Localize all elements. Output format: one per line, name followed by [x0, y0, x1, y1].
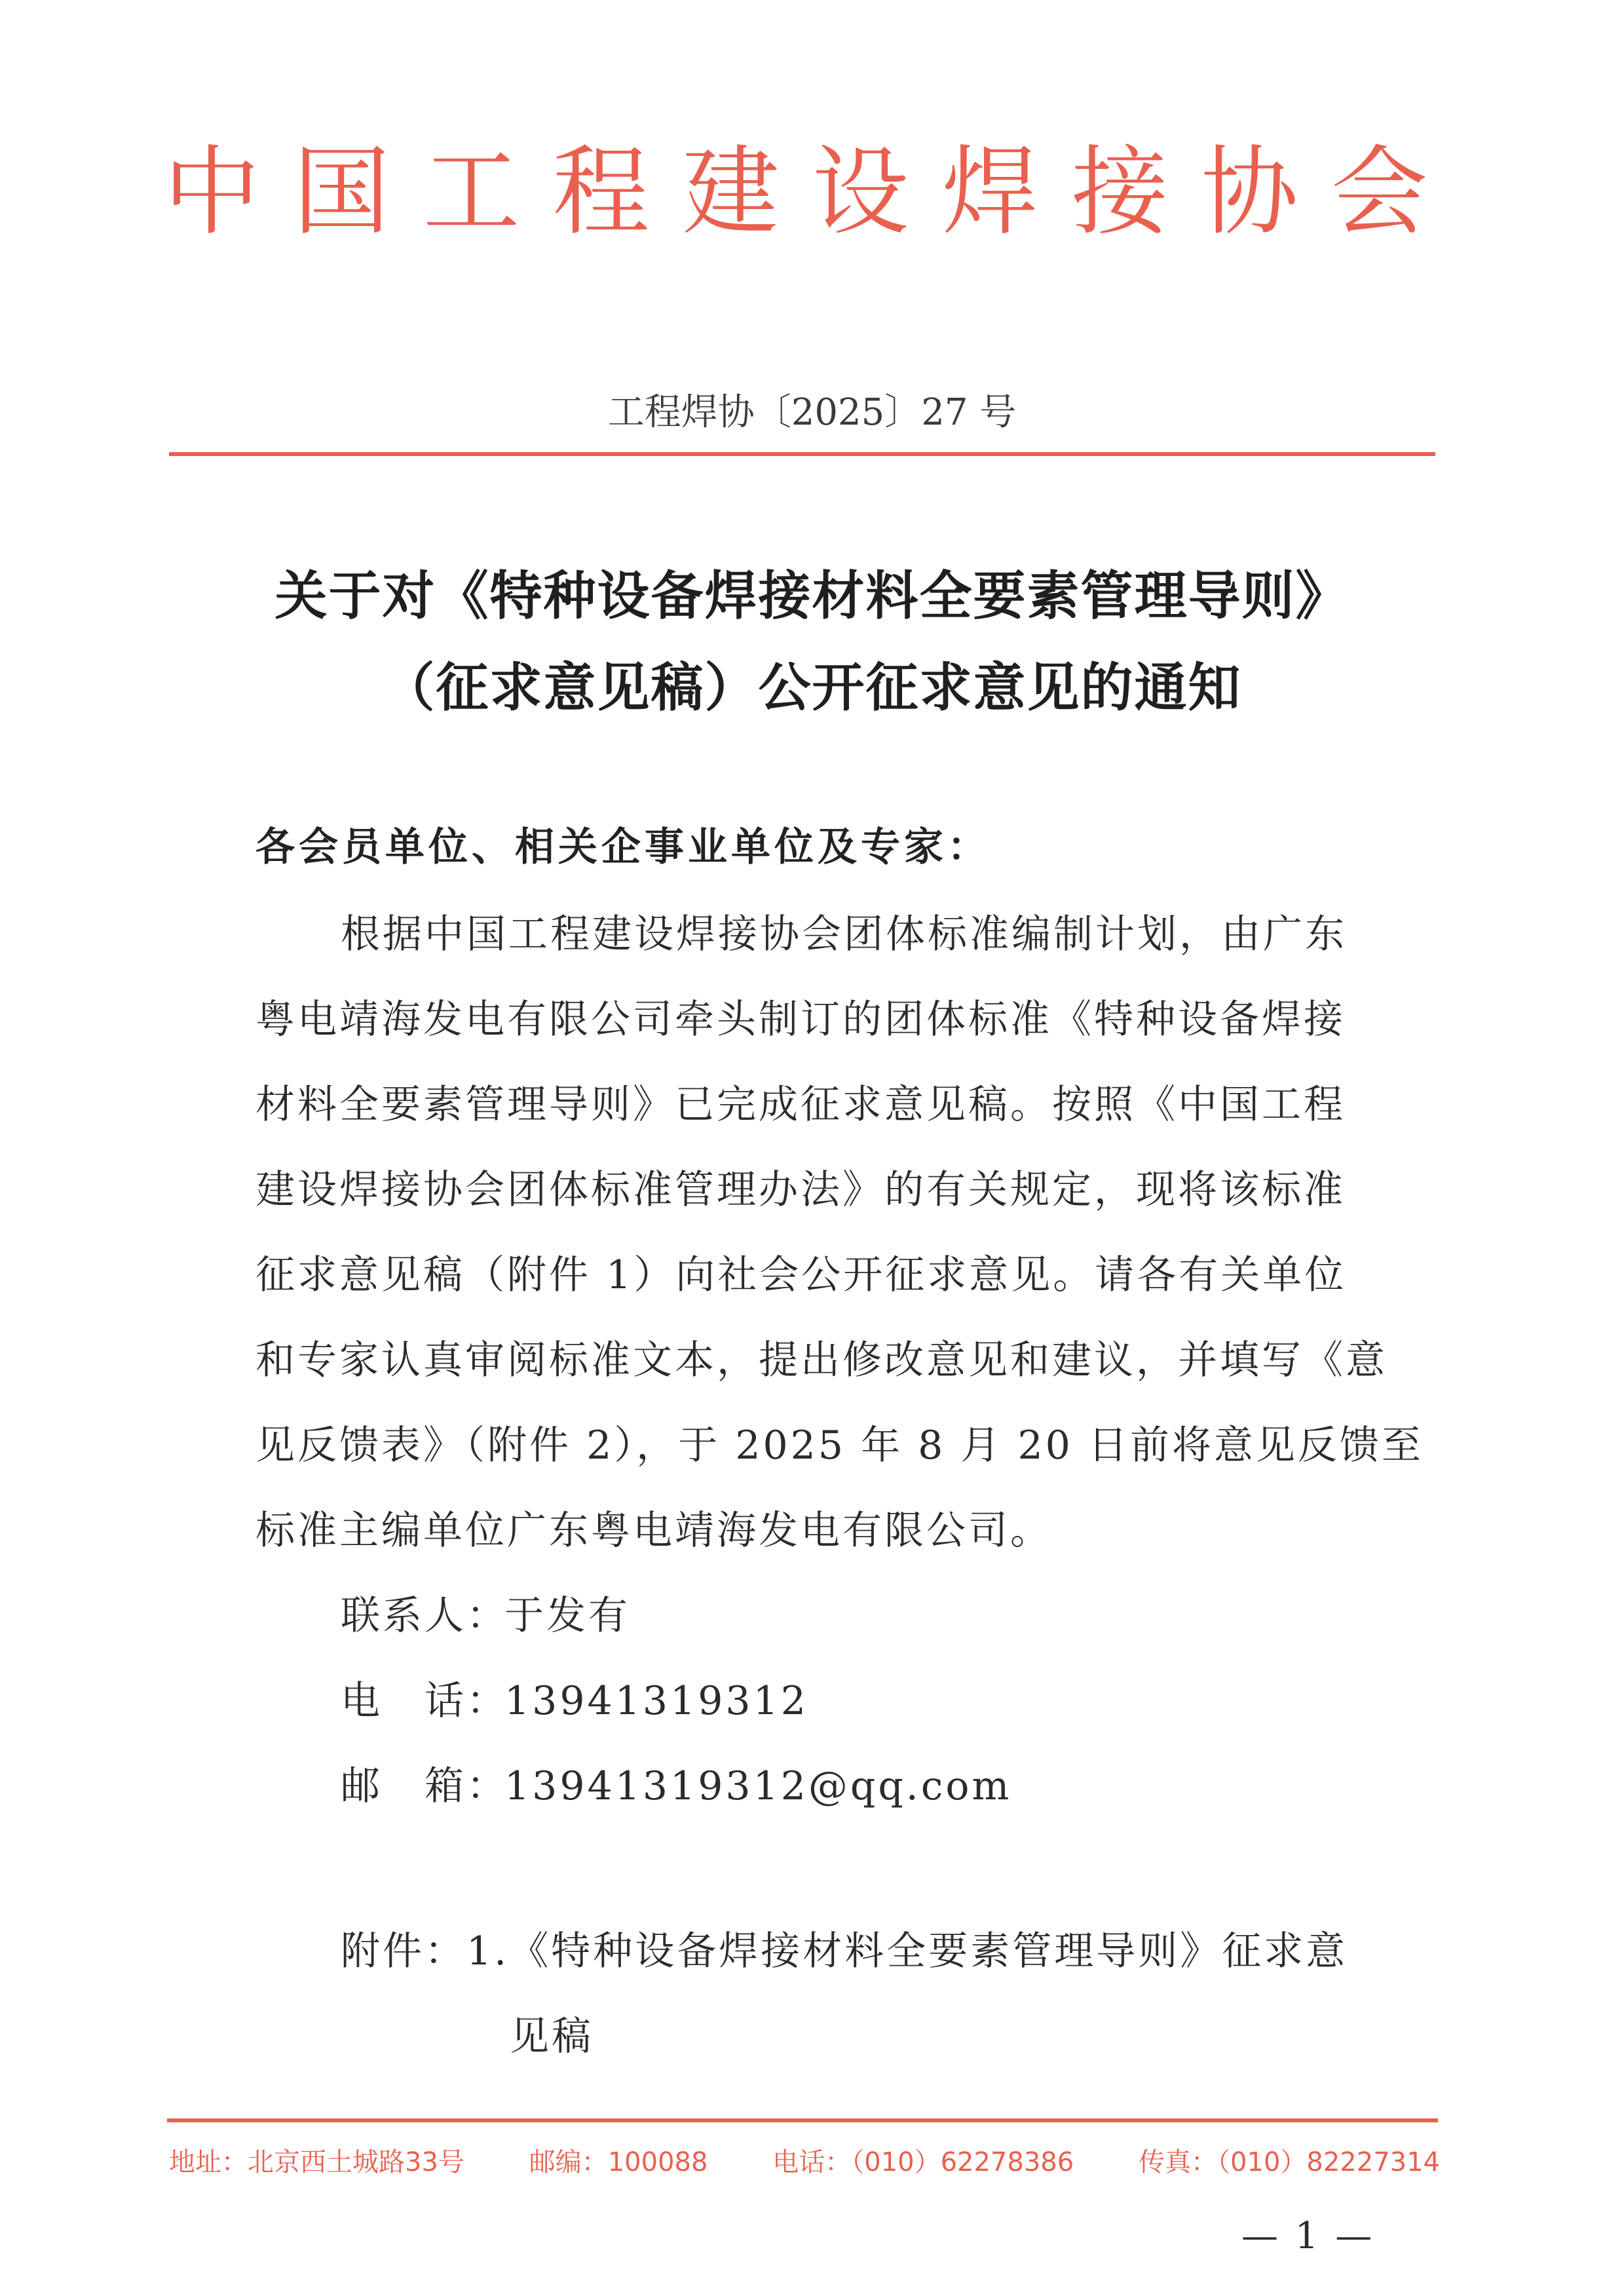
- salutation: 各会员单位、相关企事业单位及专家：: [255, 824, 991, 870]
- header-divider: [169, 452, 1435, 456]
- contact-phone-value: 13941319312: [504, 1678, 808, 1724]
- contact-person-value: 于发有: [504, 1593, 630, 1639]
- document-title-line-2: （征求意见稿）公开征求意见的通知: [382, 657, 1242, 718]
- document-number: 工程焊协〔2025〕27 号: [607, 391, 1017, 434]
- body-line: 见反馈表》（附件 2），于 2025 年 8 月 20 日前将意见反馈至: [255, 1423, 1424, 1468]
- contact-email-label: 邮 箱：: [341, 1763, 508, 1809]
- contact-email-value: 13941319312@qq.com: [504, 1763, 1012, 1809]
- page-number: — 1 —: [1241, 2215, 1375, 2257]
- footer-phone: 电话：（010）62278386: [772, 2147, 1074, 2177]
- contact-person-label: 联系人：: [341, 1593, 508, 1639]
- body-line: 根据中国工程建设焊接协会团体标准编制计划，由广东: [341, 911, 1347, 957]
- body-line: 标准主编单位广东粤电靖海发电有限公司。: [255, 1508, 1052, 1554]
- footer-postcode: 邮编：100088: [529, 2147, 708, 2177]
- contact-phone-label: 电 话：: [341, 1678, 508, 1724]
- contact-email: [341, 1755, 1011, 1811]
- body-line: 征求意见稿（附件 1）向社会公开征求意见。请各有关单位: [255, 1252, 1347, 1298]
- body-line: 粤电靖海发电有限公司牵头制订的团体标准《特种设备焊接: [255, 997, 1346, 1043]
- footer-address: 地址：北京西土城路33号: [169, 2147, 464, 2177]
- footer-divider: [167, 2118, 1438, 2122]
- body-line: 和专家认真审阅标准文本，提出修改意见和建议，并填写《意: [255, 1337, 1388, 1383]
- document-title-line-1: 关于对《特种设备焊接材料全要素管理导则》: [274, 565, 1350, 626]
- contact-phone: [341, 1670, 808, 1726]
- footer-fax: 传真：（010）82227314: [1139, 2147, 1440, 2177]
- contact-person: [341, 1584, 630, 1641]
- attachment-line-2: 见稿: [510, 2014, 594, 2059]
- body-line: 材料全要素管理导则》已完成征求意见稿。按照《中国工程: [255, 1082, 1346, 1128]
- footer-contact-bar: [169, 2141, 1440, 2179]
- body-line: 建设焊接协会团体标准管理办法》的有关规定，现将该标准: [255, 1167, 1346, 1213]
- attachment-line-1: 附件：1.《特种设备焊接材料全要素管理导则》征求意: [341, 1928, 1348, 1974]
- organization-name: 中国工程建设焊接协会: [163, 136, 1461, 248]
